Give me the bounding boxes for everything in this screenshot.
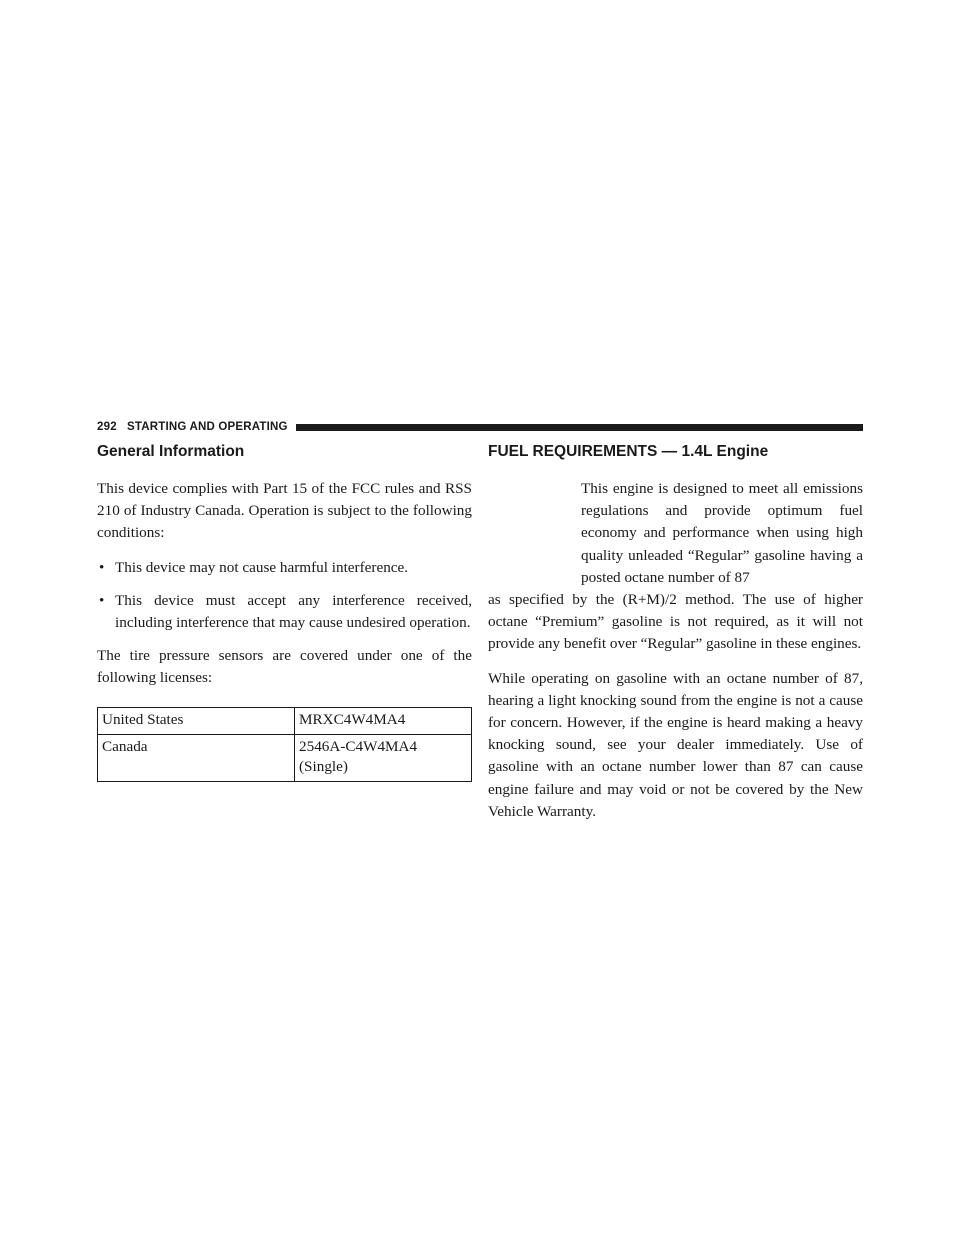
knocking-paragraph: While operating on gasoline with an octane number of 87, hearing a light knocking sound from the engine is not a cause for concern. However, if the engine is heard making a heavy knocking sound, see your dealer immediately. Use of gasoline with an octane number lower than 87 can cause engine failure and may void or not be covered by the New Vehicle Warranty. bbox=[488, 669, 863, 820]
license-code: 2546A-C4W4MA4 (Single) bbox=[295, 734, 472, 781]
fuel-requirements-heading: FUEL REQUIREMENTS — 1.4L Engine bbox=[488, 443, 769, 460]
license-region: United States bbox=[98, 707, 295, 734]
indented-paragraph: This engine is designed to meet all emissions regulations and provide optimum fuel economy and performance when using high quality unleaded “Regular” gasoline having a posted octane number of 87 bbox=[581, 480, 863, 586]
header-rule bbox=[296, 424, 863, 431]
list-item: • This device must accept any interference received, including interference that may cause undesired operation. bbox=[99, 591, 472, 632]
left-column bbox=[97, 441, 472, 782]
bullet-icon: • bbox=[99, 591, 105, 609]
intro-paragraph: This device complies with Part 15 of the FCC rules and RSS 210 of Industry Canada. Operation is subject to the following conditions: bbox=[97, 480, 472, 542]
running-header bbox=[97, 421, 296, 433]
page-header bbox=[97, 420, 863, 434]
license-note: (Single) bbox=[299, 757, 348, 775]
right-column bbox=[488, 441, 863, 835]
page-number: 292 bbox=[97, 421, 117, 433]
indented-paragraph-block bbox=[581, 478, 863, 589]
list-item: • This device may not cause harmful interference. bbox=[97, 557, 472, 579]
bullet-icon: • bbox=[99, 558, 105, 576]
license-region: Canada bbox=[98, 734, 295, 781]
table-row bbox=[98, 707, 472, 734]
licenses-intro: The tire pressure sensors are covered under one of the following licenses: bbox=[97, 647, 472, 687]
licenses-table bbox=[97, 707, 472, 782]
general-information-heading: General Information bbox=[97, 443, 245, 460]
section-title: STARTING AND OPERATING bbox=[126, 421, 288, 433]
license-code: MRXC4W4MA4 bbox=[295, 707, 472, 734]
continued-paragraph: as specified by the (R+M)/2 method. The use of higher octane “Premium” gasoline is not required, as it will not provide any benefit over “Regular” gasoline in these engines. bbox=[488, 591, 863, 653]
conditions-list bbox=[97, 557, 472, 635]
table-row bbox=[98, 734, 472, 781]
